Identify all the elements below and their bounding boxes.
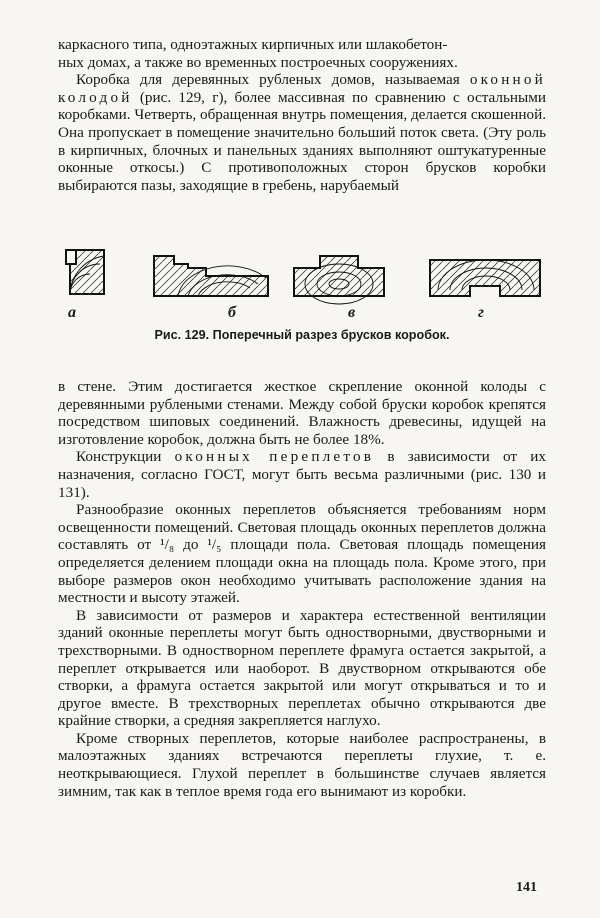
figure-129 [58,246,546,350]
figure-label-g: г [478,304,484,321]
section-g [430,260,540,296]
paragraph-window-frame: Коробка для деревянных рубленых домов, называемая оконной колодой (рис. 129, г), более массивная по сравнению с остальными коробками. Четверть, обращенная внутрь помещения, делается скошенной. Она пропускает в помещение значительно больший поток света. (Эту роль в кирпичных, блочных и панельных зданиях выполняют оштукатуренные оконные откосы.) С противоположных сторон брусков коробки выбираются пазы, заходящие в гребень, нарубаемый [58,71,546,194]
figure-caption: Рис. 129. Поперечный разрез брусков коробок. [154,328,450,342]
text-block-top [58,36,546,194]
paragraph-lighting: Разнообразие оконных переплетов объясняется требованиям норм освещенности помещений. Световая площадь оконных переплетов должна составлять от ¹/₈ до ¹/₅ площади пола. Световая площадь помещения определяется делением площади окна на площадь пола. Кроме этого, при выборе размеров окон необходимо учитывать расположение здания на местности и высоту этажей. [58,501,546,607]
spaced-term: оконной колодой [58,71,546,106]
spaced-term: оконных переплетов [174,448,375,466]
text-line: ных домах, а также во временных построечных сооружениях. [58,53,458,71]
section-b [154,256,268,296]
paragraph-joining: в стене. Этим достигается жесткое скрепление оконной колоды с деревянными рублеными стенами. Между собой бруски коробок крепятся посредством шиповых соединений. Влажность древесины, идущей на изготовление коробок, должна быть не более 18%. [58,378,546,448]
paragraph-ventilation: В зависимости от размеров и характера естественной вентиляции зданий оконные переплеты могут быть одностворными, двустворными и трехстворными. В одностворном переплете фрамуга остается закрытой, а переплет открывается или наоборот. В двустворном открываются обе створки, а фрамуга остается закрытой или могут открываться и то и другое вместе. В трехстворных переплетах обычно открываются две крайние створки, а средняя закрепляется наглухо. [58,606,546,730]
figure-label-b: б [228,304,236,321]
figure-label-v: в [348,304,356,321]
frame-sections-illustration [58,246,546,306]
text-line: каркасного типа, одноэтажных кирпичных или шлакобетон- [58,36,448,53]
section-v [294,256,384,304]
paragraph-continuation [58,36,546,71]
page-number: 141 [516,880,537,895]
figure-label-a: а [68,304,76,321]
paragraph-sash-constructions: Конструкции оконных переплетов в зависимости от их назначения, согласно ГОСТ, могут быть весьма различными (рис. 130 и 131). [58,448,546,501]
section-a [66,250,104,294]
paragraph-fixed-sashes: Кроме створных переплетов, которые наиболее распространены, в малоэтажных зданиях встречаются переплеты глухие, т. е. неоткрывающиеся. Глухой переплет в большинстве случаев является зимним, так как в теплое время года его вынимают из коробки. [58,729,546,800]
text-block-bottom [58,378,546,800]
